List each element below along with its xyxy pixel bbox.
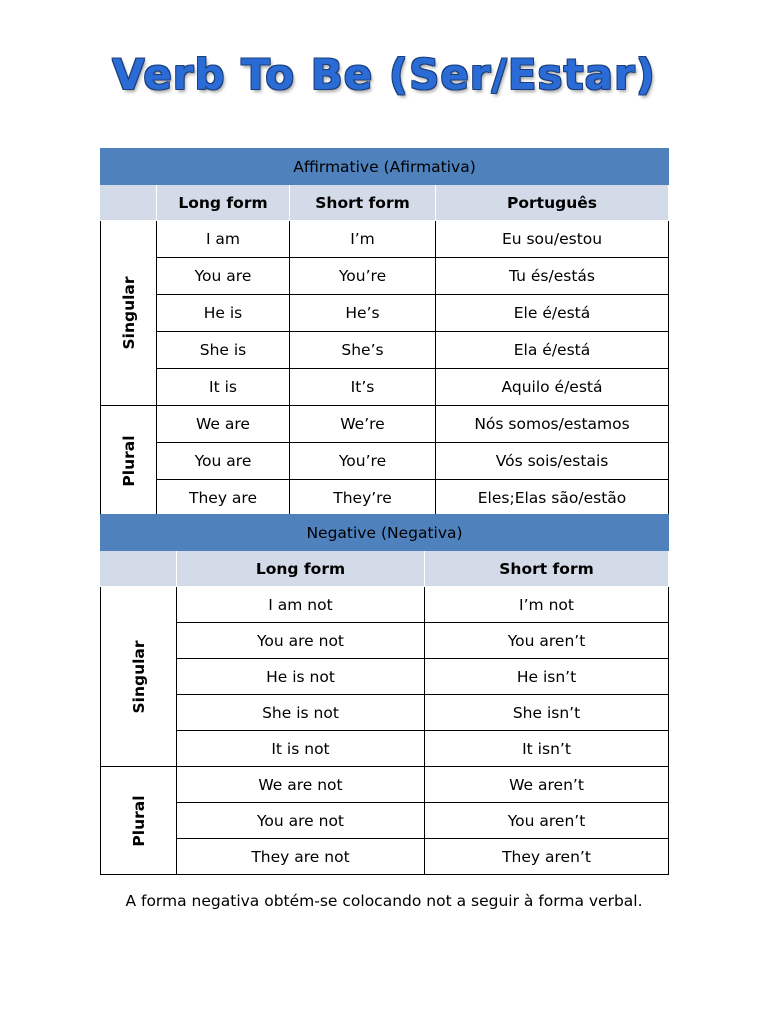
table-row (101, 767, 669, 803)
table-row (101, 839, 669, 875)
table-cell: Tu és/estás (436, 258, 669, 295)
table-cell: He’s (290, 295, 436, 332)
table-cell: She is not (177, 695, 425, 731)
header-blank (101, 551, 177, 587)
group-label: Singular (129, 639, 148, 714)
table-cell: They’re (290, 480, 436, 517)
group-label: Plural (119, 435, 138, 487)
table-cell: We aren’t (425, 767, 669, 803)
affirmative-table (100, 148, 669, 517)
table-cell: He is not (177, 659, 425, 695)
table-row (101, 406, 669, 443)
table-cell: You are not (177, 803, 425, 839)
table-cell: You are (157, 258, 290, 295)
group-label-cell (101, 406, 157, 517)
table-cell: Eu sou/estou (436, 221, 669, 258)
table-cell: You’re (290, 258, 436, 295)
header-short-form: Short form (425, 551, 669, 587)
table-cell: You’re (290, 443, 436, 480)
table-cell: She isn’t (425, 695, 669, 731)
table-cell: Nós somos/estamos (436, 406, 669, 443)
table-row (101, 623, 669, 659)
table-row (101, 258, 669, 295)
header-blank (101, 185, 157, 221)
negative-table (100, 514, 669, 875)
page-title: Verb To Be (Ser/Estar) (112, 50, 656, 99)
group-label: Singular (119, 276, 138, 350)
group-label-cell (101, 767, 177, 875)
table-cell: I am (157, 221, 290, 258)
table-cell: We are (157, 406, 290, 443)
group-label-cell (101, 587, 177, 767)
table-row (101, 369, 669, 406)
table-row (101, 803, 669, 839)
table-cell: Eles;Elas são/estão (436, 480, 669, 517)
table-row (101, 221, 669, 258)
header-long-form: Long form (157, 185, 290, 221)
group-label: Plural (129, 794, 148, 847)
footnote: A forma negativa obtém-se colocando not a seguir à forma verbal. (125, 892, 643, 910)
table-cell: It is not (177, 731, 425, 767)
table-cell: You are not (177, 623, 425, 659)
header-long-form: Long form (177, 551, 425, 587)
table-row (101, 480, 669, 517)
header-short-form: Short form (290, 185, 436, 221)
table-cell: It’s (290, 369, 436, 406)
table-cell: They are not (177, 839, 425, 875)
affirmative-heading: Affirmative (Afirmativa) (101, 149, 669, 185)
table-cell: I am not (177, 587, 425, 623)
table-cell: I’m not (425, 587, 669, 623)
table-cell: He is (157, 295, 290, 332)
table-cell: You are (157, 443, 290, 480)
table-row (101, 695, 669, 731)
table-cell: It is (157, 369, 290, 406)
table-cell: Ele é/está (436, 295, 669, 332)
table-cell: It isn’t (425, 731, 669, 767)
table-cell: Ela é/está (436, 332, 669, 369)
table-cell: They are (157, 480, 290, 517)
table-cell: I’m (290, 221, 436, 258)
table-row (101, 731, 669, 767)
table-cell: Vós sois/estais (436, 443, 669, 480)
table-cell: He isn’t (425, 659, 669, 695)
table-cell: Aquilo é/está (436, 369, 669, 406)
table-cell: You aren’t (425, 803, 669, 839)
table-cell: She’s (290, 332, 436, 369)
negative-heading: Negative (Negativa) (101, 515, 669, 551)
table-row (101, 332, 669, 369)
table-cell: She is (157, 332, 290, 369)
table-cell: You aren’t (425, 623, 669, 659)
table-cell: We’re (290, 406, 436, 443)
table-row (101, 295, 669, 332)
table-row (101, 587, 669, 623)
table-row (101, 443, 669, 480)
group-label-cell (101, 221, 157, 406)
table-row (101, 659, 669, 695)
header-portugues: Português (436, 185, 669, 221)
table-cell: We are not (177, 767, 425, 803)
table-cell: They aren’t (425, 839, 669, 875)
